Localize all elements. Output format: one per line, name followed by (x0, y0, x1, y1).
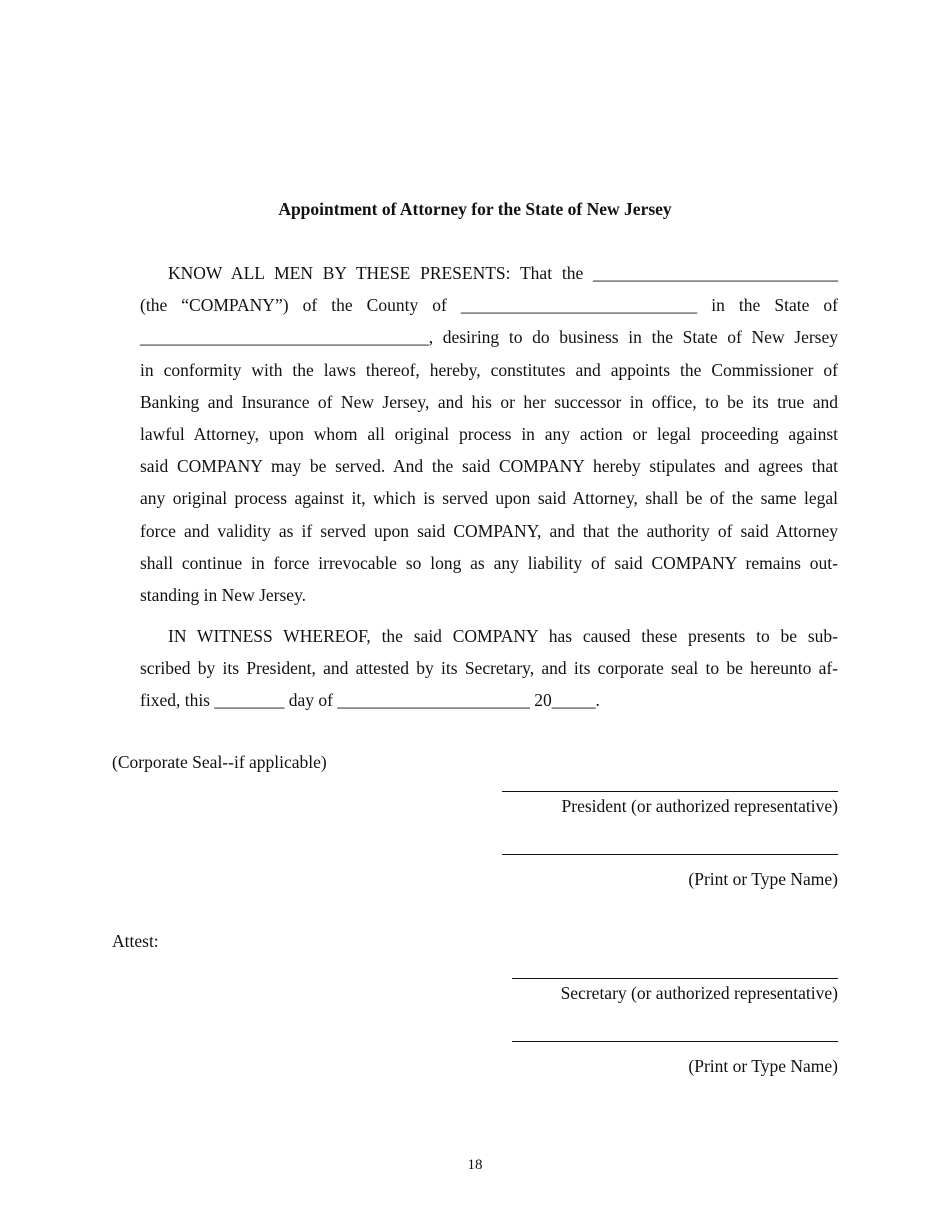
paragraph-line: scribed by its President, and attested by its Secretary, and its corporate seal to be hereunto af- (140, 658, 838, 679)
paragraph-line: said COMPANY may be served. And the said COMPANY hereby stipulates and agrees that (140, 456, 838, 477)
paragraph-line: KNOW ALL MEN BY THESE PRESENTS: That the ____________________________ (168, 263, 838, 283)
secretary-signature-line[interactable] (512, 978, 838, 979)
president-print-name-label: (Print or Type Name) (688, 869, 838, 889)
secretary-print-name-label: (Print or Type Name) (688, 1056, 838, 1076)
paragraph-line: (the “COMPANY”) of the County of ___________________________ in the State of (140, 295, 838, 316)
paragraph-line: fixed, this ________ day of ______________________ 20_____. (140, 690, 600, 711)
paragraph-line: force and validity as if served upon said COMPANY, and that the authority of said Attorney (140, 520, 838, 541)
president-signature-line[interactable] (502, 791, 838, 792)
paragraph-line: shall continue in force irrevocable so long as any liability of said COMPANY remains out- (140, 552, 838, 573)
attest-label: Attest: (112, 931, 159, 951)
witness-paragraph (140, 620, 838, 717)
paragraph-line: standing in New Jersey. (140, 584, 307, 605)
paragraph-line: in conformity with the laws thereof, hereby, constitutes and appoints the Commissioner of (140, 359, 838, 380)
paragraph-line: _________________________________, desiring to do business in the State of New Jersey (140, 327, 838, 348)
page-number: 18 (467, 1157, 483, 1173)
corporate-seal-label: (Corporate Seal--if applicable) (112, 752, 327, 772)
president-label: President (or authorized representative) (561, 796, 838, 816)
secretary-label: Secretary (or authorized representative) (560, 983, 838, 1003)
president-print-name-line[interactable] (502, 854, 838, 855)
secretary-print-name-line[interactable] (512, 1041, 838, 1042)
page-title: Appointment of Attorney for the State of New Jersey (278, 199, 672, 219)
appointment-paragraph (140, 257, 838, 611)
paragraph-line: lawful Attorney, upon whom all original process in any action or legal proceeding against (140, 423, 838, 444)
paragraph-line: IN WITNESS WHEREOF, the said COMPANY has caused these presents to be sub- (168, 626, 838, 646)
paragraph-line: Banking and Insurance of New Jersey, and his or her successor in office, to be its true and (140, 391, 838, 412)
paragraph-line: any original process against it, which is served upon said Attorney, shall be of the same legal (140, 488, 838, 509)
